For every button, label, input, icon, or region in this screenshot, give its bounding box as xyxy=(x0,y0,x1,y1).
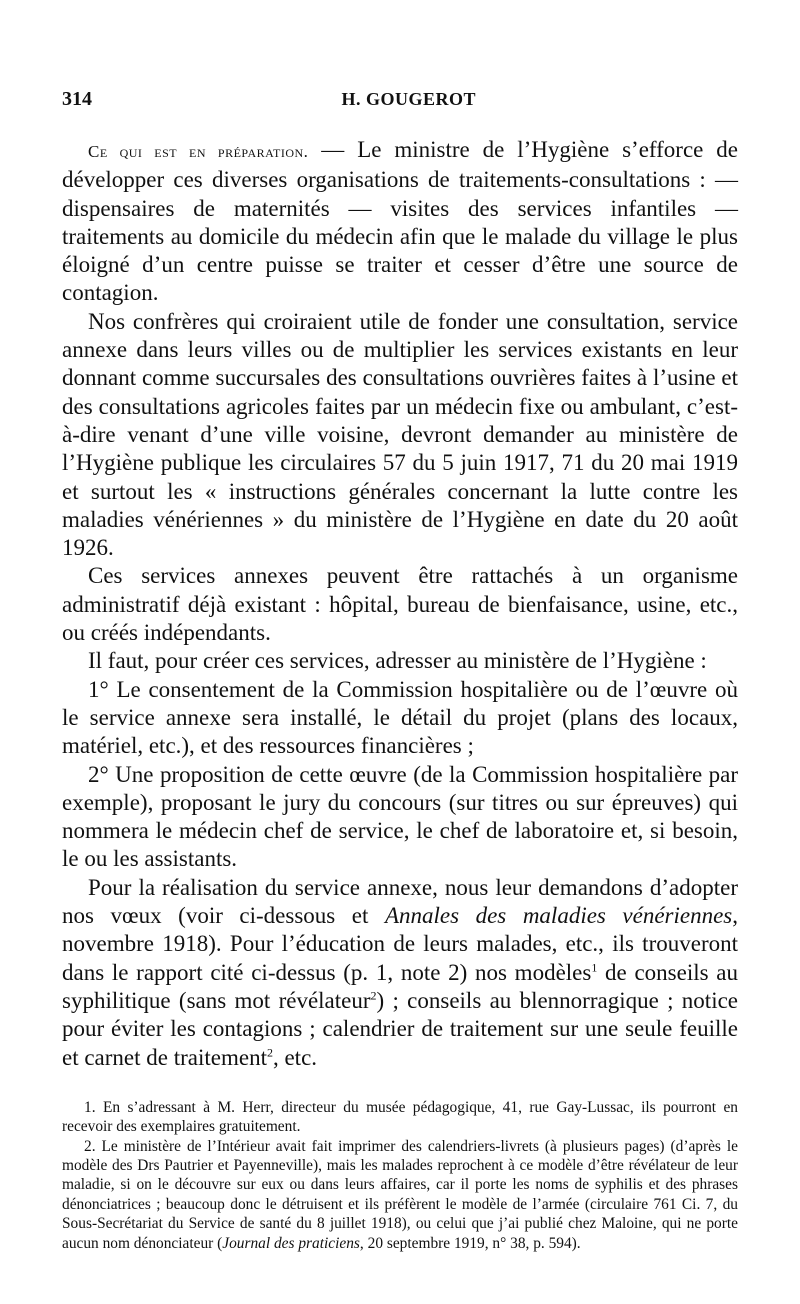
footnote: 1. En s’adressant à M. Herr, directeur du musée pédagogique, 41, rue Gay-Lussac, ils pourront en recevoir des exemplaires gratuitement. xyxy=(62,1098,738,1136)
footnotes xyxy=(62,1098,738,1253)
paragraph: Nos confrères qui croiraient utile de fonder une consultation, service annexe dans leurs villes ou de multiplier les services existants en leur donnant comme succursales des consultations ouvrières faites à l’usine et des consultations agricoles faites par un médecin fixe ou ambulant, c’est-à-dire venant d’une ville voisine, devront demander au ministère de l’Hygiène publique les circulaires 57 du 5 juin 1917, 71 du 20 mai 1919 et surtout les « instructions générales concernant la lutte contre les maladies vénériennes » du ministère de l’Hygiène en date du 20 août 1926. xyxy=(62,308,738,561)
paragraph: Il faut, pour créer ces services, adresser au ministère de l’Hygiène : xyxy=(88,648,707,674)
paragraph-text: de conseils au syphilitique (sans mot révélateur xyxy=(62,959,738,1013)
section-heading: Ce qui est en préparation. xyxy=(88,142,309,161)
paragraph xyxy=(62,874,738,1072)
footnote-ref: 2 xyxy=(370,988,377,1003)
footnote xyxy=(62,1137,738,1253)
paragraph-text: , etc. xyxy=(272,1044,318,1070)
body-text xyxy=(62,136,738,1072)
page-header xyxy=(62,88,738,112)
footnote-text: 2. Le ministère de l’Intérieur avait fait imprimer des calendriers-livrets (à plusieurs pages) (d’après le modèle des Drs Pautrier et Payenneville), mais les malades reprochent à ce modèle d’être révélateur de leur maladie, si on le découvre sur eux ou dans leurs affaires, car il porte les noms de syphilis et des phrases dénonciatrices ; beaucoup donc le détruisent et ils préfèrent le modèle de l’armée (circulaire 761 Ci. 7, du Sous-Secrétariat du Service de santé du 8 juillet 1918), ou celui que j’ai publié chez Maloine, qui ne porte aucun nom dénonciateur ( xyxy=(62,1137,738,1252)
footnote-ref: 2 xyxy=(266,1044,273,1059)
page-number: 314 xyxy=(62,88,92,110)
paragraph-text: Pour la réalisation du service annexe, nous leur demandons d’adopter nos vœux (voir ci-dessous et xyxy=(62,874,738,929)
book-page xyxy=(62,88,738,1253)
paragraph-text: — Le ministre de l’Hygiène s’efforce de développer ces diverses organisations de traitements-consultations : — dispensaires de maternités — visites des services infantiles — traitements au domicile du médecin afin que le malade du village le plus éloigné d’un centre puisse se traiter et cesser d’être une source de contagion. xyxy=(62,137,738,306)
list-item: 1° Le consentement de la Commission hospitalière ou de l’œuvre où le service annexe sera installé, le détail du projet (plans des locaux, matériel, etc.), et des ressources financières ; xyxy=(62,676,738,759)
footnote-text: , 20 septembre 1919, n° 38, p. 594). xyxy=(359,1234,581,1252)
running-head: H. GOUGEROT xyxy=(341,89,476,109)
paragraph xyxy=(62,136,738,308)
journal-title: Journal des praticiens xyxy=(222,1234,360,1252)
paragraph-text: , novembre 1918). Pour l’éducation de leurs malades, etc., ils trouveront dans le rapport cité ci-dessus (p. 1, note 2) nos modèles xyxy=(62,903,738,985)
paragraph-text: ) ; conseils au blennorragique ; notice pour éviter les contagions ; calendrier de traitement sur une seule feuille et carnet de traitement xyxy=(62,987,739,1070)
paragraph: Ces services annexes peuvent être rattachés à un organisme administratif déjà existant : hôpital, bureau de bienfaisance, usine, etc., ou créés indépendants. xyxy=(62,563,738,646)
journal-title: Annales des maladies vénériennes xyxy=(384,903,733,929)
footnote-ref: 1 xyxy=(591,959,598,974)
list-item: 2° Une proposition de cette œuvre (de la Commission hospitalière par exemple), proposant le jury du concours (sur titres ou sur épreuves) qui nommera le médecin chef de service, le chef de laboratoire et, si besoin, le ou les assistants. xyxy=(62,761,738,872)
